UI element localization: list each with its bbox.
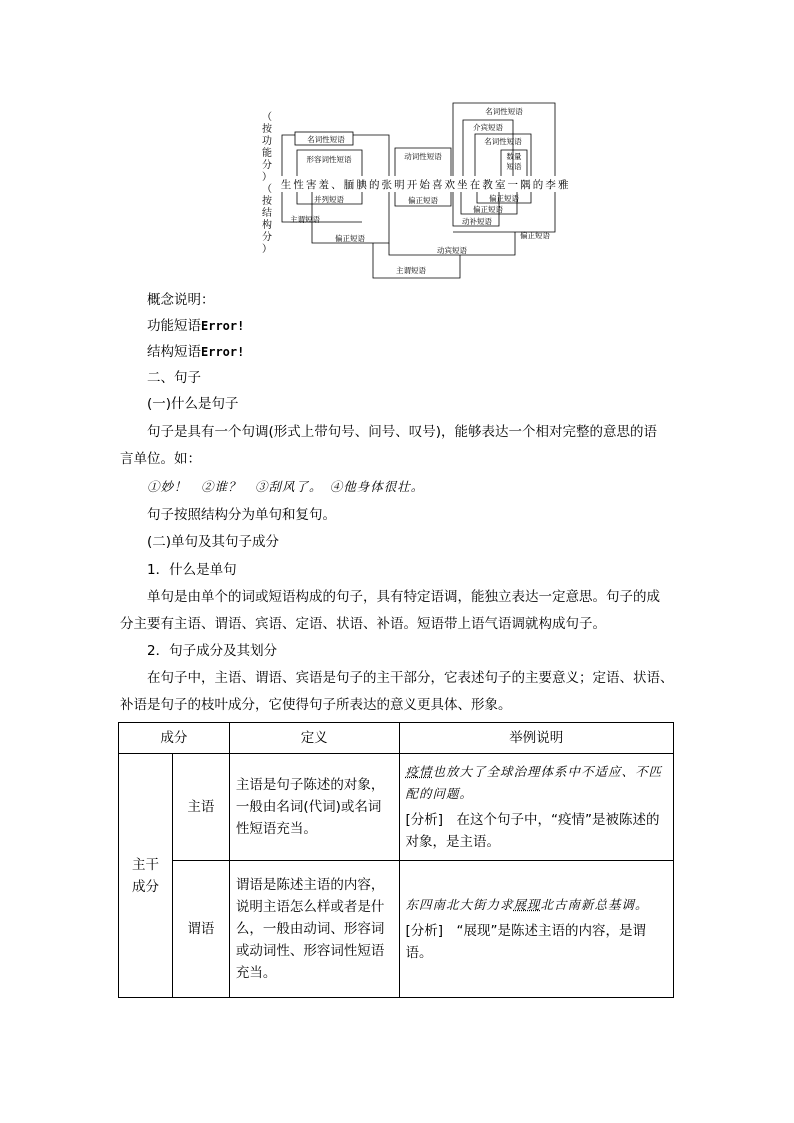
label-verb-phrase: 动词性短语 <box>404 152 442 161</box>
side-label-structure-3: 结 <box>262 208 272 219</box>
label-modifier-3: 偏正短语 <box>489 194 519 203</box>
label-prep-phrase: 介宾短语 <box>473 123 503 132</box>
table-row <box>119 754 674 861</box>
side-label-function-1: （ <box>262 112 272 123</box>
sentence-char: 教 <box>482 179 493 191</box>
example-predicate-prefix: 东四南北大街力求 <box>405 897 514 912</box>
sentence-char: 腆 <box>356 179 367 191</box>
definition-line-2: 言单位。如： <box>120 451 201 467</box>
section-title-sentence: 二、句子 <box>147 370 201 386</box>
label-verb-complement: 动补短语 <box>462 217 492 226</box>
concept-title: 概念说明： <box>147 292 215 308</box>
sentence-char: 始 <box>419 179 430 191</box>
sentence-char: 生 <box>280 179 292 191</box>
group-label: 主干成分 <box>131 856 159 895</box>
structure-phrase-label: 结构短语 <box>147 344 201 360</box>
label-quantity-2: 短语 <box>506 162 522 171</box>
analysis-subject: [分析] 在这个句子中，“疫情”是被陈述的对象，是主语。 <box>405 812 660 850</box>
label-adj-phrase: 形容词性短语 <box>306 155 352 164</box>
side-label-structure-6: ） <box>262 244 272 255</box>
function-phrase-line <box>147 316 244 336</box>
label-modifier-5: 偏正短语 <box>520 231 550 240</box>
example-subject <box>399 754 673 861</box>
sentence-char: 李 <box>545 179 556 191</box>
item-title-single-sentence: 1．什么是单句 <box>147 562 237 578</box>
single-sentence-line-1: 单句是由单个的词或短语构成的句子，具有特定语调，能独立表达一定意思。句子的成 <box>147 589 660 605</box>
example-predicate <box>399 861 673 998</box>
header-component: 成分 <box>119 723 230 754</box>
components-line-1: 在句子中，主语、谓语、宾语是句子的主干部分，它表述句子的主要意义；定语、状语、 <box>147 670 674 686</box>
table-row <box>119 861 674 998</box>
table-header-row <box>119 723 674 754</box>
component-name-predicate: 谓语 <box>172 861 229 998</box>
sentence-char: 在 <box>469 179 481 191</box>
sentence-components-table <box>118 722 674 998</box>
structure-phrase-error: Error! <box>201 345 245 359</box>
label-modifier-4: 偏正短语 <box>473 205 503 214</box>
side-label-function-3: 功 <box>262 136 272 147</box>
subsection-title-what-is-sentence: (一)什么是句子 <box>147 396 239 412</box>
label-quantity-1: 数量 <box>506 152 522 161</box>
phrase-structure-diagram <box>255 98 585 283</box>
label-subject-predicate-2: 主谓短语 <box>396 266 426 275</box>
subsection-title-single-sentence: (二)单句及其句子成分 <box>147 534 280 550</box>
structure-phrase-line <box>147 342 244 362</box>
example-predicate-text: 北古南新总基调。 <box>540 897 649 912</box>
component-name-subject: 主语 <box>172 754 229 861</box>
label-modifier-2: 偏正短语 <box>408 196 438 205</box>
header-definition: 定义 <box>229 723 399 754</box>
side-label-structure-2: 按 <box>262 196 272 207</box>
sentence-char: 羞 <box>318 179 330 191</box>
sentence-char: 的 <box>368 179 380 191</box>
example-subject-emphasis: 疫情 <box>405 764 433 779</box>
side-label-function-5: 分 <box>262 160 272 171</box>
sentence-char: 欢 <box>444 179 456 191</box>
components-line-2: 补语是句子的枝叶成分，它使得句子所表达的意义更具体、形象。 <box>120 697 512 713</box>
sentence-char: 一 <box>507 179 519 191</box>
sentence-char: 坐 <box>457 179 468 191</box>
example-predicate-emphasis: 展现 <box>513 897 541 912</box>
analysis-predicate: [分析] “展现”是陈述主语的内容，是谓语。 <box>405 923 647 961</box>
sentence-char: 的 <box>532 179 544 191</box>
sentence-char: 隅 <box>520 179 531 191</box>
side-label-structure-4: 构 <box>262 220 272 231</box>
side-label-function-6: ） <box>262 172 272 183</box>
definition-line-1: 句子是具有一个句调(形式上带句号、问号、叹号)，能够表达一个相对完整的意思的语 <box>147 424 658 440</box>
definition-subject: 主语是句子陈述的对象，一般由名词(代词)或名词性短语充当。 <box>229 754 399 861</box>
label-coordinate-phrase: 并列短语 <box>314 195 344 204</box>
label-modifier-1: 偏正短语 <box>335 234 365 243</box>
definition-predicate: 谓语是陈述主语的内容，说明主语怎么样或者是什么，一般由动词、形容词或动词性、形容词性短语充当。 <box>229 861 399 998</box>
label-noun-phrase-right: 名词性短语 <box>485 107 523 116</box>
side-label-function-2: 按 <box>262 124 272 135</box>
side-label-structure-5: 分 <box>262 232 272 243</box>
side-label-structure-1: （ <box>262 184 272 195</box>
sentence-char: 性 <box>293 179 304 191</box>
sentence-char: 张 <box>381 179 393 191</box>
sentence-char: 害 <box>305 179 317 191</box>
label-noun-phrase-inner: 名词性短语 <box>484 137 522 146</box>
sentence-char: 室 <box>494 179 506 191</box>
side-label-function-4: 能 <box>262 148 272 159</box>
sentence-char: 开 <box>406 179 418 191</box>
sentence-char: 腼 <box>343 179 355 191</box>
example-subject-text: 也放大了全球治理体系中不适应、不匹配的问题。 <box>405 764 663 801</box>
label-noun-phrase: 名词性短语 <box>307 135 345 144</box>
function-phrase-error: Error! <box>201 319 245 333</box>
header-example: 举例说明 <box>399 723 673 754</box>
label-subject-predicate-1: 主谓短语 <box>290 215 320 224</box>
single-sentence-line-2: 分主要有主语、谓语、宾语、定语、状语、补语。短语带上语气语调就构成句子。 <box>120 616 606 632</box>
function-phrase-label: 功能短语 <box>147 318 201 334</box>
sentence-char: 明 <box>394 179 405 191</box>
sentence-char: 雅 <box>557 179 569 191</box>
group-cell <box>119 754 173 998</box>
sentence-char: 、 <box>331 179 342 191</box>
label-verb-object: 动宾短语 <box>437 246 467 255</box>
sentence-char: 喜 <box>431 179 443 191</box>
item-title-components: 2．句子成分及其划分 <box>147 643 278 659</box>
classify-line: 句子按照结构分为单句和复句。 <box>147 507 336 523</box>
examples-line: ①妙！ ②谁？ ③刮风了。 ④他身体很壮。 <box>147 479 425 494</box>
